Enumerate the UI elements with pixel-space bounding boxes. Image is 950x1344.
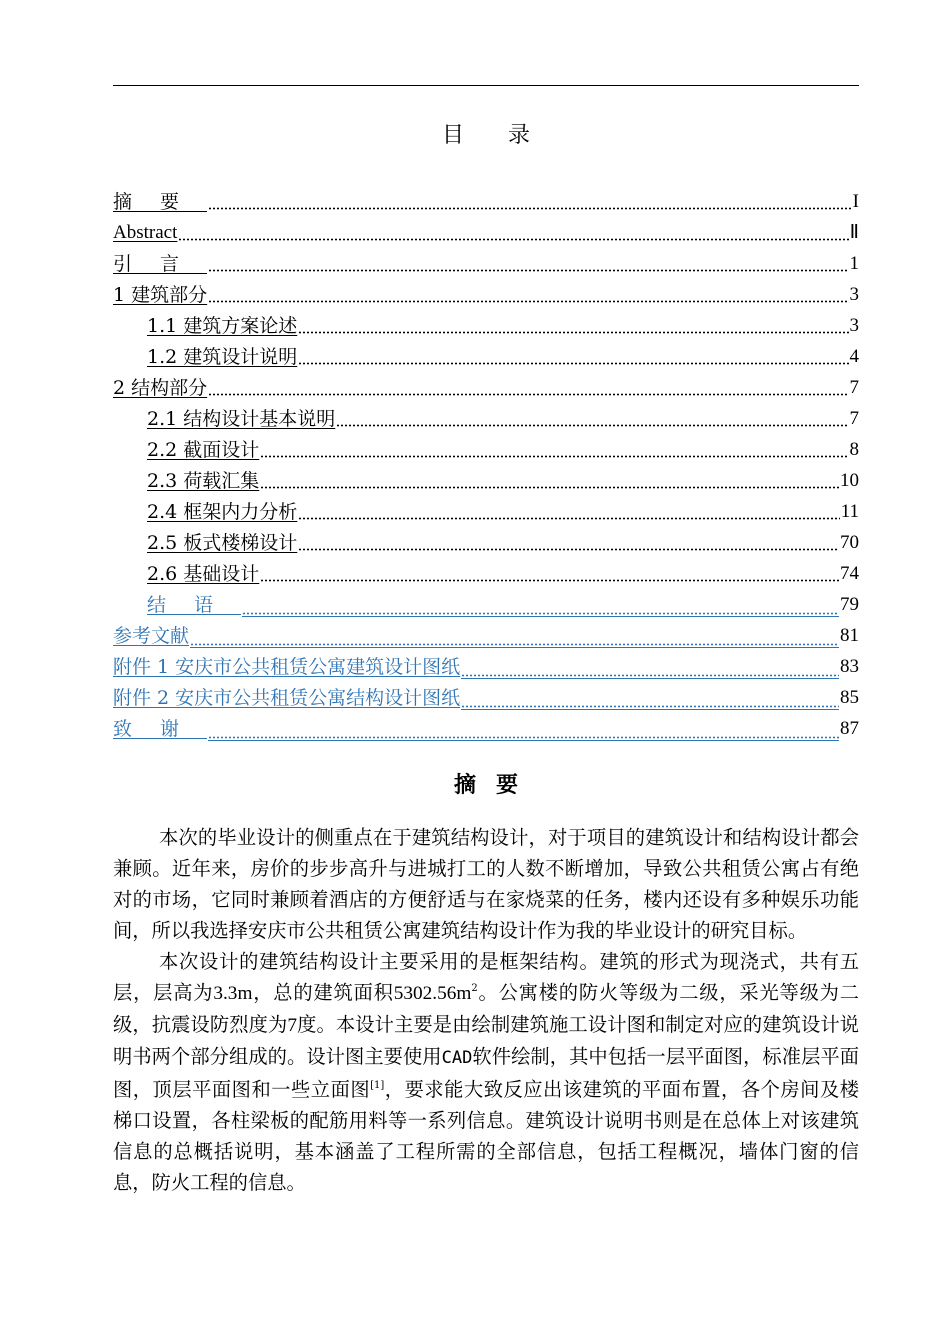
toc-entry-appendix-1[interactable] <box>113 650 859 681</box>
toc-leader-dots <box>242 612 839 617</box>
toc-entry-page: 7 <box>849 408 859 429</box>
toc-entry-section-2-2[interactable] <box>113 433 859 464</box>
toc-entry-section-2-5[interactable] <box>113 526 859 557</box>
toc-entry-page: 10 <box>840 470 859 491</box>
toc-entry-label: 2.3 荷载汇集 <box>147 470 260 492</box>
toc-entry-page: 70 <box>840 532 859 553</box>
abstract-title: 摘要 <box>453 772 538 798</box>
toc-entry-label: 2.6 基础设计 <box>147 563 260 585</box>
toc-entry-section-2-1[interactable] <box>113 402 859 433</box>
toc-entry-page: 83 <box>840 656 859 677</box>
toc-entry-label: 2.1 结构设计基本说明 <box>147 408 336 430</box>
toc-entry-page: 81 <box>840 625 859 646</box>
toc-entry-label: 1.1 建筑方案论述 <box>147 315 298 337</box>
toc-entry-label: 2 结构部分 <box>113 377 208 399</box>
software-name: CAD <box>441 1048 473 1068</box>
toc-entry-label: Abstract <box>113 222 178 243</box>
toc-entry-appendix-2[interactable] <box>113 681 859 712</box>
citation-reference[interactable]: [1] <box>370 1080 385 1091</box>
toc-leader-dots <box>461 674 839 679</box>
toc-entry-section-1-2[interactable] <box>113 340 859 371</box>
toc-entry-section-2-6[interactable] <box>113 557 859 588</box>
building-area-value: 5302.56m <box>393 983 472 1004</box>
toc-entry-conclusion[interactable] <box>113 588 859 619</box>
toc-entry-abstract-en[interactable] <box>113 216 859 247</box>
toc-entry-page: 4 <box>849 346 859 367</box>
toc-leader-dots <box>208 736 839 741</box>
toc-entry-page: 1 <box>849 253 859 274</box>
abstract-text: 。公寓楼的防火等级为二级，采光等级为二级，抗震设防烈度为 <box>113 981 860 1036</box>
seismic-degree-value: 7 <box>287 1015 298 1036</box>
toc-entry-page: 8 <box>849 439 859 460</box>
toc-entry-label: 1.2 建筑设计说明 <box>147 346 298 368</box>
toc-entry-page: 79 <box>840 594 859 615</box>
toc-entry-label: 结语 <box>147 594 242 616</box>
toc-entry-page: 7 <box>849 377 859 398</box>
toc-leader-dots <box>208 393 848 396</box>
toc-entry-label: 附件 1 安庆市公共租赁公寓建筑设计图纸 <box>113 656 461 678</box>
abstract-text: 软件绘制，其中包括一层平面图，标准层平面图，顶层平面图和一些立面图 <box>113 1045 860 1101</box>
abstract-paragraph-1: 本次的毕业设计的侧重点在于建筑结构设计，对于项目的建筑设计和结构设计都会兼顾。近年来，房价的步步高升与进城打工的人数不断增加，导致公共租赁公寓占有绝对的市场，它同时兼顾着酒店的方便舒适与在家烧菜的任务，楼内还设有多种娱乐功能间，所以我选择安庆市公共租赁公寓建筑结构设计作为我的毕业设计的研究目标。 <box>113 826 859 942</box>
toc-leader-dots <box>260 579 839 582</box>
toc-entry-label: 2.4 框架内力分析 <box>147 501 298 523</box>
toc-entry-acknowledgements[interactable] <box>113 712 859 743</box>
toc-leader-dots <box>260 455 848 458</box>
toc-entry-page: Ⅱ <box>849 222 859 243</box>
abstract-text: 度。本设计主要是由绘制建筑施工设计图和制定对应的建筑设计说明书两个部分组成的。设计图主要使用 <box>113 1013 860 1068</box>
toc-entry-page: 3 <box>849 284 859 305</box>
toc-entry-introduction[interactable] <box>113 247 859 278</box>
toc-leader-dots <box>260 486 839 489</box>
toc-leader-dots <box>298 517 839 520</box>
area-unit-superscript: 2 <box>471 983 478 994</box>
abstract-text: ，要求能大致反应出该建筑的平面布置，各个房间及楼梯口设置，各柱梁板的配筋用料等一系列信息。建筑设计说明书则是在总体上对该建筑信息的总概括说明，基本涵盖了工程所需的全部信息，包括工程概况，墙体门窗的信息，防火工程的信息。 <box>113 1078 860 1194</box>
toc-entry-label: 参考文献 <box>113 625 190 647</box>
abstract-body <box>113 822 859 1198</box>
toc-entry-label: 引言 <box>113 253 208 275</box>
header-rule <box>113 85 859 86</box>
toc-entry-section-2-3[interactable] <box>113 464 859 495</box>
toc-entry-page: 87 <box>840 718 859 739</box>
floor-height-value: 3.3m <box>213 983 253 1004</box>
toc-title: 目录 <box>441 123 574 148</box>
toc-entry-page: 11 <box>840 501 859 522</box>
toc-entry-label: 附件 2 安庆市公共租赁公寓结构设计图纸 <box>113 687 461 709</box>
toc-leader-dots <box>178 238 848 241</box>
toc-entry-page: 74 <box>840 563 859 584</box>
toc-entry-chapter-1[interactable] <box>113 278 859 309</box>
table-of-contents <box>113 185 859 743</box>
toc-entry-page: 3 <box>849 315 859 336</box>
toc-entry-page: I <box>852 191 859 212</box>
toc-leader-dots <box>190 643 839 648</box>
toc-leader-dots <box>208 207 852 210</box>
toc-entry-section-2-4[interactable] <box>113 495 859 526</box>
toc-entry-references[interactable] <box>113 619 859 650</box>
toc-entry-label: 2.5 板式楼梯设计 <box>147 532 298 554</box>
toc-entry-label: 摘要 <box>113 191 208 213</box>
toc-entry-section-1-1[interactable] <box>113 309 859 340</box>
toc-entry-label: 1 建筑部分 <box>113 284 208 306</box>
toc-entry-label: 致谢 <box>113 718 208 740</box>
toc-entry-page: 85 <box>840 687 859 708</box>
toc-entry-abstract-cn[interactable] <box>113 185 859 216</box>
abstract-text: 本次设计的建筑结构设计主要采用的是框架结构。建筑的形式为现浇式，共有五层，层高为 <box>113 950 859 1004</box>
abstract-paragraph-2 <box>113 946 859 1198</box>
toc-leader-dots <box>298 331 848 334</box>
toc-leader-dots <box>298 548 839 551</box>
toc-entry-label: 2.2 截面设计 <box>147 439 260 461</box>
abstract-text: ，总的建筑面积 <box>252 981 394 1004</box>
toc-leader-dots <box>461 705 839 710</box>
toc-leader-dots <box>208 269 848 272</box>
toc-entry-chapter-2[interactable] <box>113 371 859 402</box>
toc-leader-dots <box>298 362 848 365</box>
toc-leader-dots <box>208 300 848 303</box>
toc-leader-dots <box>336 424 848 427</box>
